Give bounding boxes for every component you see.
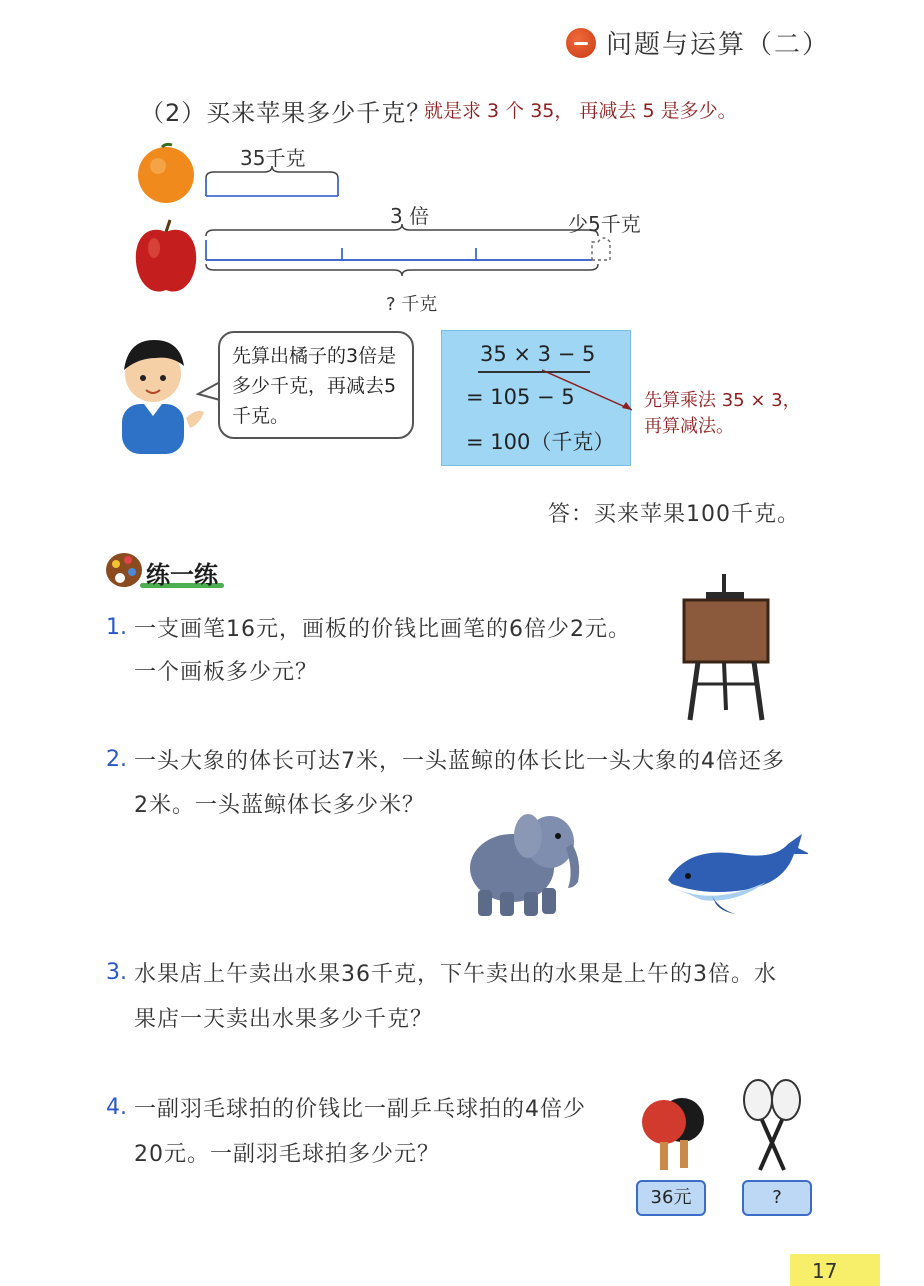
item-2-number: 2. [106, 747, 127, 772]
palette-icon [104, 546, 144, 590]
question-2: （2）买来苹果多少千克？ [140, 99, 432, 127]
less-label: 少5千克 [568, 212, 641, 236]
orange-icon [138, 144, 194, 203]
pointer-arrow [540, 366, 640, 416]
practice-title: 练一练 [146, 561, 218, 589]
item-1-line-2: 一个画板多少元？ [134, 660, 319, 685]
boy-icon [110, 332, 210, 454]
side-note-line-1: 先算乘法 35 × 3， [644, 390, 801, 411]
orange-label: 35千克 [240, 146, 306, 170]
pingpong-paddle-icon [638, 1094, 708, 1174]
calc-line-1: 35 × 3 − 5 [480, 342, 596, 366]
chapter-badge-icon [566, 28, 596, 58]
item-1-number: 1. [106, 615, 127, 640]
item-3-line-2: 果店一天卖出水果多少千克？ [134, 1007, 434, 1032]
item-1-line-1: 一支画笔16元，画板的价钱比画笔的6倍少2元。 [134, 617, 631, 642]
badminton-price-tag: ? [742, 1180, 812, 1216]
pingpong-price-tag: 36元 [636, 1180, 706, 1216]
less-part [592, 238, 610, 260]
chapter-title: 问题与运算（二） [606, 30, 831, 60]
item-2-line-1: 一头大象的体长可达7米，一头蓝鲸的体长比一头大象的4倍还多 [134, 749, 785, 774]
speech-bubble: 先算出橘子的3倍是多少千克，再减去5千克。 [218, 331, 414, 439]
side-note-line-2: 再算减法。 [644, 416, 734, 437]
item-3-number: 3. [106, 960, 127, 985]
item-2-line-2: 2米。一头蓝鲸体长多少米？ [134, 793, 425, 818]
calc-line-2: = 105 − 5 [466, 385, 575, 409]
item-4-line-1: 一副羽毛球拍的价钱比一副乒乓球拍的4倍少 [134, 1097, 586, 1122]
times-label: 3 倍 [390, 204, 430, 228]
item-4-line-2: 20元。一副羽毛球拍多少元？ [134, 1142, 440, 1167]
whale-icon [664, 830, 808, 918]
item-3-line-1: 水果店上午卖出水果36千克，下午卖出的水果是上午的3倍。水 [134, 962, 777, 987]
easel-icon [676, 574, 776, 722]
total-brace [206, 264, 598, 276]
page-number: 17 [812, 1259, 838, 1283]
orange-segment [206, 178, 338, 196]
item-4-number: 4. [106, 1095, 127, 1120]
apple-icon [136, 220, 196, 292]
answer-text: 答：买来苹果100千克。 [548, 502, 800, 527]
question-2-note: 就是求 3 个 35， 再减去 5 是多少。 [424, 100, 737, 122]
question-label: ? 千克 [386, 294, 438, 315]
calc-line-3: = 100（千克） [466, 430, 615, 454]
elephant-icon [466, 804, 590, 920]
calc-side-note [644, 388, 801, 440]
badminton-racket-icon [740, 1078, 806, 1174]
